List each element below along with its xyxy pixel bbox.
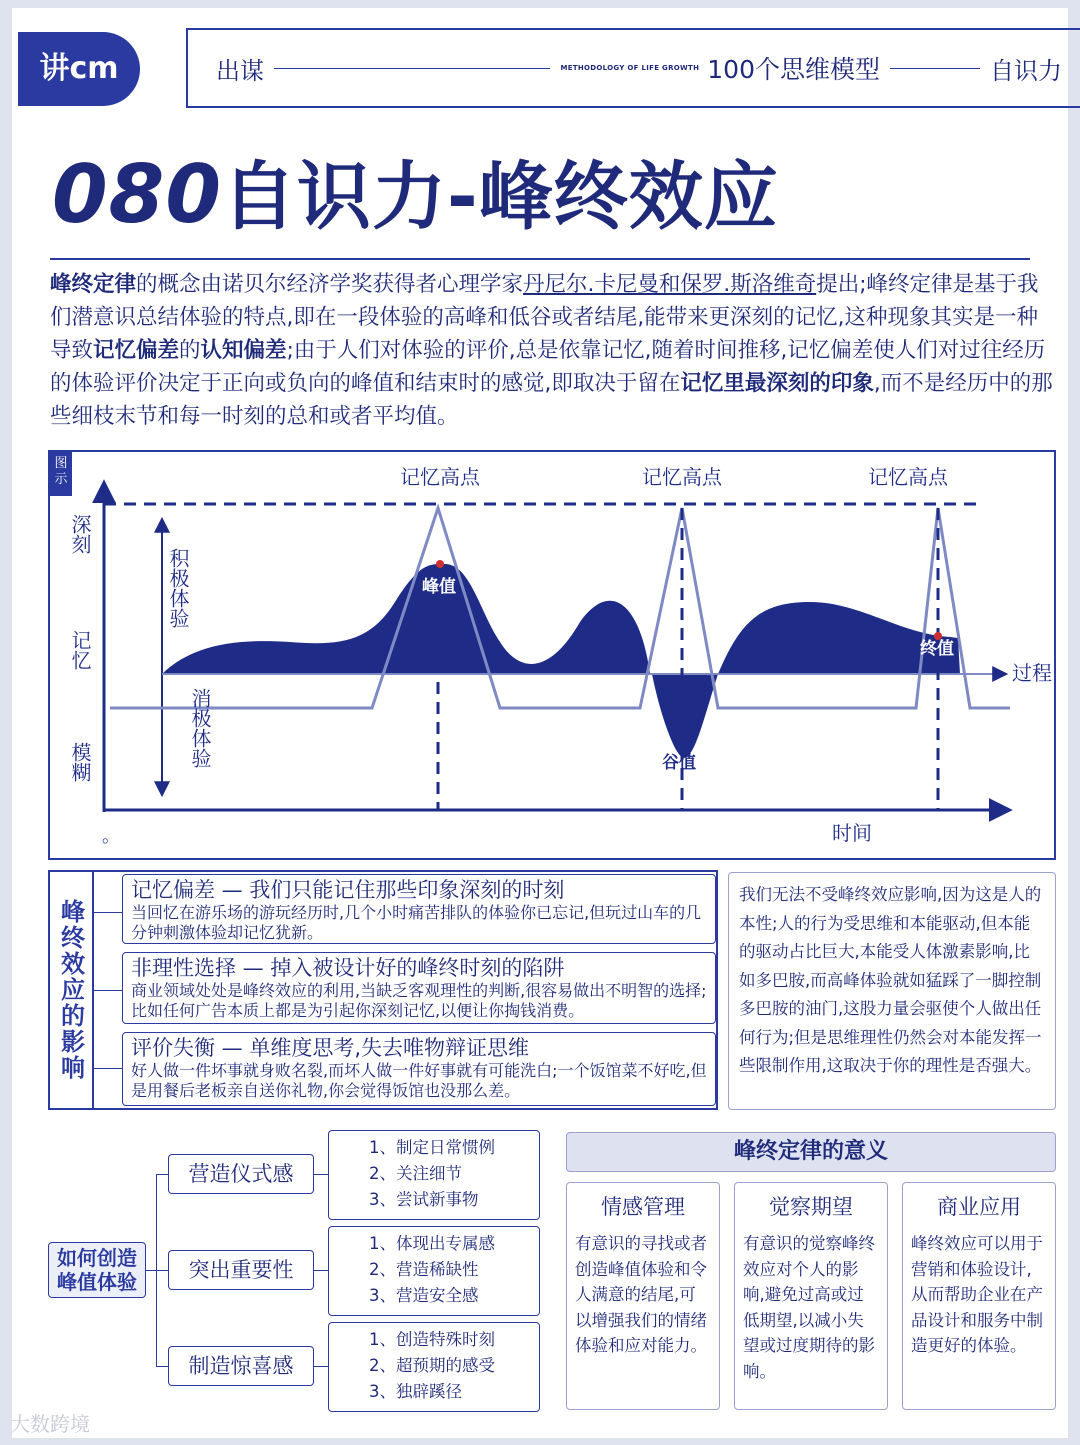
connector [94, 990, 122, 991]
leaf-item: 3、独辟蹊径 [369, 1382, 462, 1401]
tree-branch [314, 1366, 328, 1367]
leaf-item: 3、营造安全感 [369, 1286, 479, 1305]
meaning-card-text: 峰终效应可以用于营销和体验设计,从而帮助企业在产品设计和服务中制造更好的体验。 [911, 1234, 1043, 1355]
tree-leaf [328, 1130, 540, 1220]
tree-trunk [156, 1174, 157, 1366]
leaf-item: 3、尝试新事物 [369, 1190, 479, 1209]
time-label: 时间 [832, 821, 872, 845]
influence-desc: 商业领域处处是峰终效应的利用,当缺乏客观理性的判断,很容易做出不明智的选择;比如任何广告本质上都是为引起你深刻记忆,以便让你掏钱消费。 [131, 981, 707, 1020]
header-divider-2 [890, 68, 980, 69]
meaning-card [902, 1182, 1056, 1410]
peak-value-label: 峰值 [422, 577, 456, 597]
intro-bold: 记忆偏差 [93, 338, 180, 363]
influence-desc: 当回忆在游乐场的游玩经历时,几个小时痛苦排队的体验你已忘记,但玩过山车的几分钟刺激体验却记忆犹新。 [131, 903, 702, 942]
end-value-label: 终值 [920, 639, 954, 659]
memory-line [110, 508, 1010, 708]
tree-branch [156, 1366, 168, 1367]
influence-heading: 记忆偏差 — 我们只能记住那些印象深刻的时刻 [131, 878, 565, 902]
leaf-item: 1、创造特殊时刻 [369, 1330, 495, 1349]
tree-branch [314, 1174, 328, 1175]
tree-leaf [328, 1322, 540, 1412]
tree-node: 营造仪式感 [168, 1154, 314, 1194]
leaf-item: 2、营造稀缺性 [369, 1260, 479, 1279]
title-rule [50, 258, 1030, 260]
intro-text: 的 [179, 338, 201, 363]
meaning-card-text: 有意识的觉察峰终效应对个人的影响,避免过高或过低期望,以减小失望或过度期待的影响。 [743, 1234, 875, 1381]
brand-logo [18, 32, 140, 106]
tree-node: 制造惊喜感 [168, 1346, 314, 1386]
header-divider [274, 68, 550, 69]
experience-curve [162, 564, 960, 758]
ghost-logo [954, 148, 1038, 218]
title-number: 080 [52, 148, 222, 241]
process-label: 过程 [1012, 661, 1052, 685]
meaning-card-title: 商业应用 [937, 1195, 1021, 1219]
header-right: 自识力 [990, 56, 1062, 85]
intro-text: 的概念由诺贝尔经济学奖获得者心理学家 [136, 272, 524, 297]
meaning-card-title: 觉察期望 [769, 1195, 853, 1219]
tree-root: 如何创造峰值体验 [48, 1242, 146, 1298]
intro-bold: 记忆里最深刻的印象 [680, 371, 874, 396]
corner-dot: 。 [102, 826, 120, 847]
leaf-item: 2、关注细节 [369, 1164, 462, 1183]
leaf-item: 1、制定日常惯例 [369, 1138, 495, 1157]
negative-label: 消极体验 [188, 688, 212, 768]
header-left: 出谋 [216, 56, 264, 85]
tree-branch [156, 1174, 168, 1175]
title-text: 自识力-峰终效应 [222, 154, 779, 240]
tree-leaf [328, 1226, 540, 1316]
influence-item [122, 874, 716, 944]
peak-label-3: 记忆高点 [868, 465, 948, 489]
intro-bold: 认知偏差 [200, 338, 287, 363]
peak-label-1: 记忆高点 [400, 465, 480, 489]
header-eng: METHODOLOGY OF LIFE GROWTH [560, 64, 700, 72]
peak-end-diagram [48, 450, 1056, 860]
intro-text: ;由于人们对体验的评价,总是依靠记忆,随着时间推移,记忆偏差使人们对过往经历的体验评价决定于正向或负向的峰值和结束时的感觉,即取决于留在 [50, 338, 1046, 396]
header-bar [186, 28, 1080, 108]
influence-section [48, 870, 718, 1110]
leaf-item: 1、体现出专属感 [369, 1234, 495, 1253]
intro-text: ,而不是经历中的那些细枝末节和每一时刻的总和或者平均值。 [50, 371, 1053, 429]
influence-desc: 好人做一件坏事就身败名裂,而坏人做一件好事就有可能洗白;一个饭馆菜不好吃,但是用餐后老板亲自送你礼物,你会觉得饭馆也没那么差。 [131, 1061, 707, 1100]
influence-item [122, 1032, 716, 1106]
page-title [52, 138, 779, 244]
positive-label: 积极体验 [166, 548, 190, 628]
connector [94, 1068, 122, 1069]
intro-paragraph [50, 268, 1054, 433]
tree-branch [314, 1270, 328, 1271]
connector [94, 912, 122, 913]
diagram-svg [50, 452, 1054, 858]
page [12, 8, 1068, 1438]
logo-text: 讲cm [39, 51, 119, 86]
intro-term: 峰终定律 [50, 272, 137, 297]
peak-label-2: 记忆高点 [642, 465, 722, 489]
watermark: 大数跨境 [10, 1412, 90, 1436]
meaning-title: 峰终定律的意义 [566, 1132, 1056, 1172]
y-label-bot: 模糊 [68, 742, 92, 782]
y-label-mid: 记忆 [68, 630, 92, 670]
intro-authors: 丹尼尔.卡尼曼和保罗.斯洛维奇 [523, 272, 817, 297]
y-label-top: 深刻 [68, 514, 92, 554]
tree-node: 突出重要性 [168, 1250, 314, 1290]
meaning-card-title: 情感管理 [601, 1195, 685, 1219]
influence-heading: 非理性选择 — 掉入被设计好的峰终时刻的陷阱 [131, 956, 565, 980]
peak-dot [436, 560, 444, 568]
instinct-note: 我们无法不受峰终效应影响,因为这是人的本性;人的行为受思维和本能驱动,但本能的驱动占比巨大,本能受人体激素影响,比如多巴胺,而高峰体验就如猛踩了一脚控制多巴胺的油门,这股力量会驱使个人做出任何行为;但是思维理性仍然会对本能发挥一些限制作用,这取决于你的理性是否强大。 [728, 872, 1056, 1110]
leaf-item: 2、超预期的感受 [369, 1356, 495, 1375]
influence-item [122, 952, 716, 1024]
intro-text: 提出;峰终定律是基于我们潜意识总结体验的特点,即在一段体验的高峰和低谷或者结尾,能带来更深刻的记忆,这种现象其实是一种导致 [50, 272, 1039, 363]
header-mid: 100个思维模型 [707, 55, 880, 84]
meaning-card [734, 1182, 888, 1410]
influence-heading: 评价失衡 — 单维度思考,失去唯物辩证思维 [131, 1036, 530, 1060]
meaning-card-text: 有意识的寻找或者创造峰值体验和令人满意的结尾,可以增强我们的情绪体验和应对能力。 [575, 1234, 707, 1355]
valley-value-label: 谷值 [662, 753, 696, 773]
meaning-card [566, 1182, 720, 1410]
chart-tag: 图示 [50, 452, 72, 496]
tree-branch [146, 1270, 168, 1271]
influence-label: 峰终效应的影响 [50, 872, 94, 1108]
